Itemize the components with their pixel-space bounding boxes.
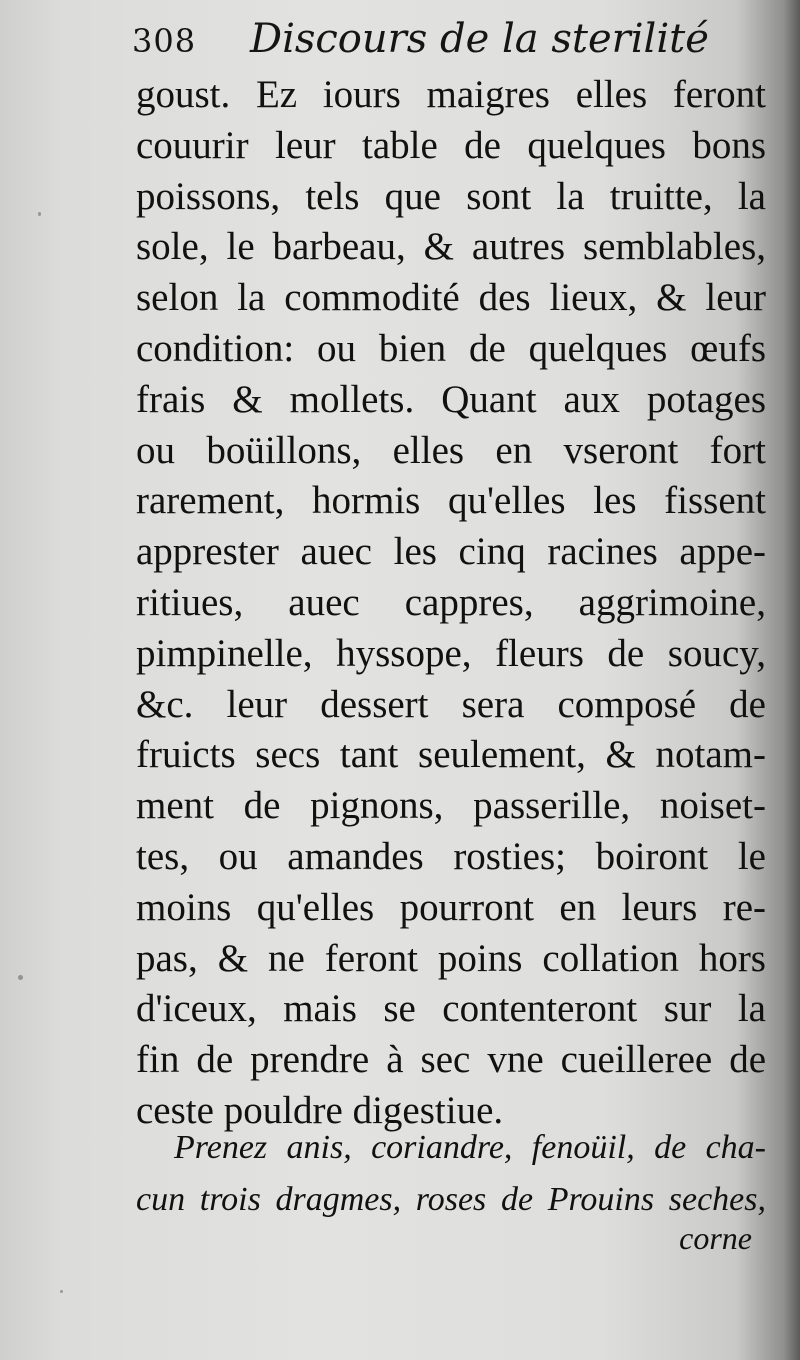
paper-fleck bbox=[18, 975, 23, 980]
recipe-text bbox=[136, 1122, 766, 1226]
body-text bbox=[136, 70, 766, 1137]
recipe-line: Prenez anis, coriandre, fenoüil, de cha- bbox=[174, 1129, 766, 1166]
text-line: ceste pouldre digestiue. bbox=[136, 1088, 504, 1132]
text-line: ritiues, auec cappres, aggrimoine, bbox=[136, 580, 766, 624]
text-line: moins qu'elles pourront en leurs re- bbox=[136, 885, 766, 929]
text-line: rarement, hormis qu'elles les fissent bbox=[136, 479, 766, 523]
text-line: fruicts secs tant seulement, & notam- bbox=[136, 733, 766, 777]
text-line: ment de pignons, passerille, noiset- bbox=[136, 784, 766, 828]
running-title: Discours de la sterilité bbox=[250, 16, 709, 62]
text-line: couurir leur table de quelques bons bbox=[136, 123, 766, 167]
catchword: corne bbox=[679, 1220, 752, 1256]
paper-fleck bbox=[60, 1290, 63, 1293]
text-line: condition: ou bien de quelques œufs bbox=[136, 326, 766, 370]
text-line: pas, & ne feront poins collation hors bbox=[136, 936, 766, 980]
page-number: 308 bbox=[132, 22, 197, 60]
text-line: fin de prendre à sec vne cueilleree de bbox=[136, 1038, 766, 1082]
text-line: selon la commodité des lieux, & leur bbox=[136, 276, 766, 320]
recipe-line: cun trois dragmes, roses de Prouins seches, bbox=[136, 1181, 766, 1218]
text-line: &c. leur dessert sera composé de bbox=[136, 682, 766, 726]
text-line: tes, ou amandes rosties; boiront le bbox=[136, 834, 766, 878]
text-line: frais & mollets. Quant aux potages bbox=[136, 377, 766, 421]
text-line: goust. Ez iours maigres elles feront bbox=[136, 73, 766, 116]
text-line: d'iceux, mais se contenteront sur la bbox=[136, 987, 766, 1031]
paper-fleck bbox=[38, 212, 41, 216]
text-line: pimpinelle, hyssope, fleurs de soucy, bbox=[136, 631, 766, 675]
text-line: apprester auec les cinq racines appe- bbox=[136, 530, 766, 574]
page-header bbox=[132, 14, 752, 68]
text-line: poissons, tels que sont la truitte, la bbox=[136, 174, 766, 218]
text-line: sole, le barbeau, & autres semblables, bbox=[136, 225, 766, 269]
text-line: ou boüillons, elles en vseront fort bbox=[136, 428, 766, 472]
